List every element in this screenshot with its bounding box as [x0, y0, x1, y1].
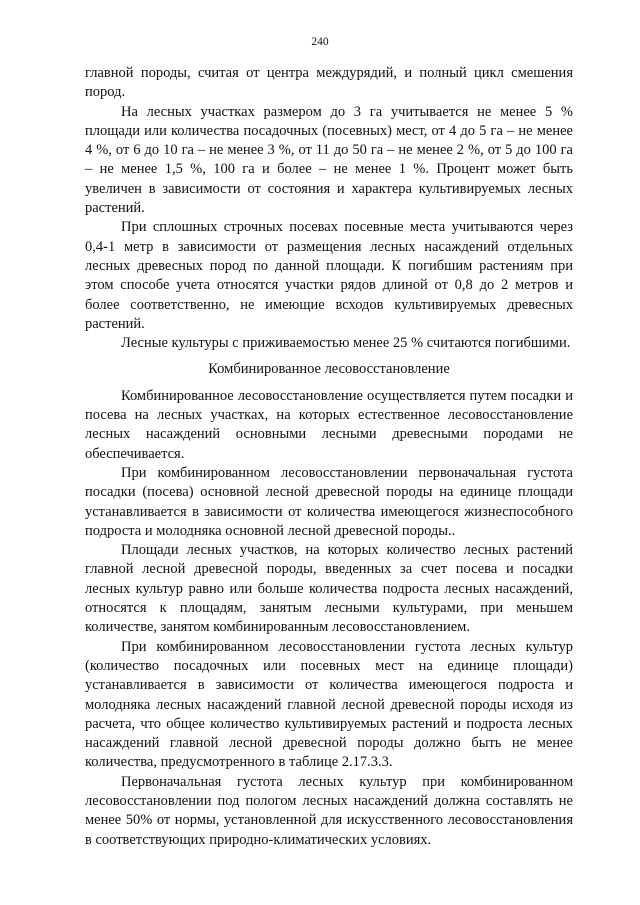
paragraph-canopy-density: Первоначальная густота лесных культур при комбинированном лесовосстановлении под пологом лесных насаждений должна составлять не менее 50% от нормы, установленной для искусственного лесовосстановления в соответствующих природно-климатических условиях. [85, 773, 573, 848]
paragraph-accounting-percentages: На лесных участках размером до 3 га учитывается не менее 5 % площади или количества посадочных (посевных) мест, от 4 до 5 га – не менее 4 %, от 6 до 10 га – не менее 3 %, от 11 до 50 га – не менее 2 %, от 5 до 100 га – не менее 1,5 %, 100 га и более – не менее 1 %. Процент может быть увеличен в зависимости от состояния и характера культивируемых лесных растений. [85, 103, 573, 217]
body-text [85, 64, 573, 850]
paragraph-continuation: главной породы, считая от центра междурядий, и полный цикл смешения пород. [85, 65, 573, 101]
paragraph-initial-density: При комбинированном лесовосстановлении первоначальная густота посадки (посева) основной лесной древесной породы на единице площади устанавливается в зависимости от количества имеющегося жизнеспособного подроста и молодняка основной лесной древесной породы.. [85, 464, 573, 539]
section-heading: Комбинированное лесовосстановление [208, 361, 450, 378]
paragraph-combined-definition: Комбинированное лесовосстановление осуществляется путем посадки и посева на лесных участках, на которых естественное лесовосстановление лесных насаждений основными лесными древесными породами не обеспечивается. [85, 387, 573, 462]
paragraph-row-sowing: При сплошных строчных посевах посевные места учитываются через 0,4-1 метр в зависимости от размещения лесных насаждений отдельных лесных древесных пород по данной площади. К погибшим растениям при этом способе учета относятся участки рядов длиной от 0,8 до 2 метров и более соответственно, не имеющие всходов культивируемых древесных растений. [85, 219, 573, 332]
paragraph-area-classification: Площади лесных участков, на которых количество лесных растений главной лесной древесной породы, введенных за счет посева и посадки лесных культур равно или больше количества подроста лесных насаждений, относятся к площадям, занятым лесными культурами, при меньшем количестве, занятом комбинированным лесовосстановлением. [85, 542, 573, 636]
paragraph-density-calculation: При комбинированном лесовосстановлении густота лесных культур (количество посадочных или посевных мест на единице площади) устанавливается в зависимости от количества имеющегося подроста и молодняка лесных насаждений главной лесной древесной породы исходя из расчета, что общее количество культивируемых растений и подроста лесных насаждений главной лесной древесной породы должно быть не менее количества, предусмотренного в таблице 2.17.3.3. [85, 638, 573, 771]
paragraph-survival-threshold: Лесные культуры с приживаемостью менее 25 % считаются погибшими. [121, 335, 571, 352]
page-number: 240 [311, 36, 329, 48]
